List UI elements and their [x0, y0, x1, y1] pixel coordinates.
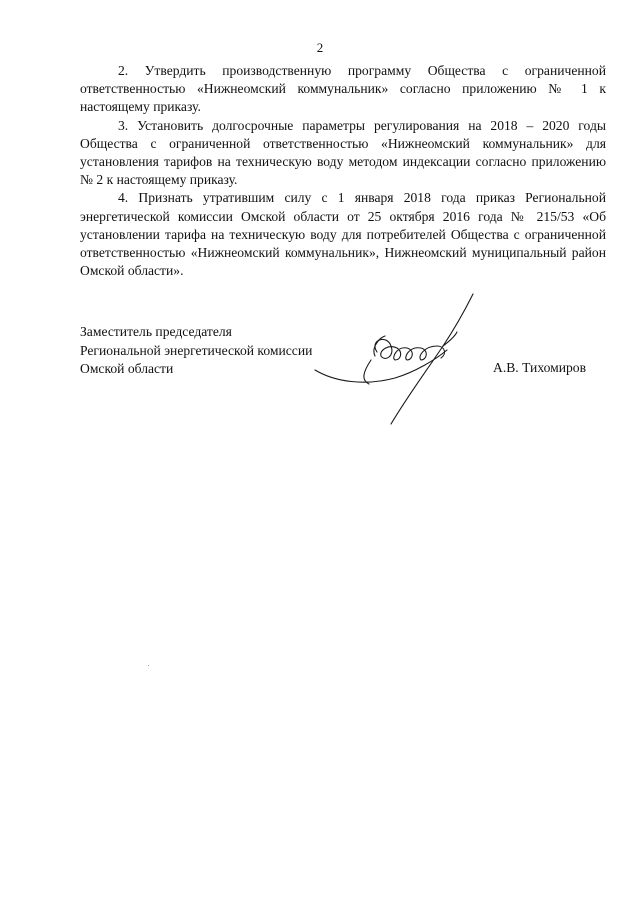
document-body [80, 62, 606, 280]
signatory-title [80, 323, 312, 379]
signatory-title-line-3: Омской области [80, 361, 174, 377]
signatory-title-line-2: Региональной энергетической комиссии [80, 342, 313, 358]
handwritten-signature [305, 290, 485, 430]
page-number: 2 [316, 40, 324, 55]
scan-artifact [148, 665, 149, 666]
signer-name: А.В. Тихомиров [493, 360, 587, 375]
paragraph-set-parameters: 3. Установить долгосрочные параметры регулирования на 2018 – 2020 годы Общества с ограниченной ответственностью «Нижнеомский коммунальник» для установления тарифов на техническую воду методом индексации согласно приложению № 2 к настоящему приказу. [80, 117, 606, 188]
paragraph-revoke-order: 4. Признать утратившим силу с 1 января 2018 года приказ Региональной энергетической комиссии Омской области от 25 октября 2016 года № 215/53 «Об установлении тарифа на техническую воду для потребителей Общества с ограниченной ответственностью «Нижнеомский коммунальник», Нижнеомский муниципальный район Омской области». [80, 190, 606, 279]
signatory-title-line-1: Заместитель председателя [80, 324, 232, 339]
paragraph-approve-program: 2. Утвердить производственную программу Общества с ограниченной ответственностью «Нижнеомский коммунальник» согласно приложению № 1 к настоящему приказу. [80, 63, 606, 115]
